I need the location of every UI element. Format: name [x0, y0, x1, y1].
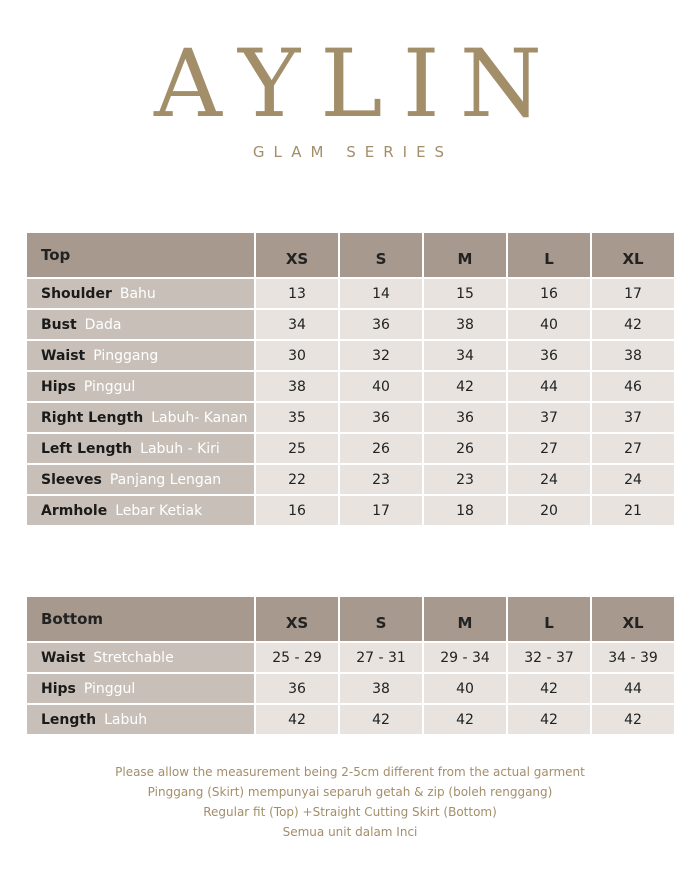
size-header: XS: [255, 232, 339, 278]
measurement-name: Hips: [41, 680, 76, 697]
measurement-value: 42: [423, 704, 507, 735]
measurement-value: 23: [423, 464, 507, 495]
bottom-header-row: [26, 596, 675, 642]
table-row: [26, 673, 675, 704]
measurement-label: [26, 433, 255, 464]
table-row: [26, 278, 675, 309]
measurement-label: [26, 704, 255, 735]
table-row: [26, 371, 675, 402]
measurement-value: 16: [507, 278, 591, 309]
size-header: L: [507, 596, 591, 642]
measurement-value: 23: [339, 464, 423, 495]
measurement-value: 36: [255, 673, 339, 704]
measurement-value: 42: [507, 704, 591, 735]
measurement-name-malay: Dada: [84, 316, 122, 333]
measurement-value: 36: [423, 402, 507, 433]
measurement-value: 38: [339, 673, 423, 704]
measurement-value: 22: [255, 464, 339, 495]
size-header: M: [423, 596, 507, 642]
measurement-value: 40: [507, 309, 591, 340]
measurement-value: 27: [591, 433, 675, 464]
size-header: XS: [255, 596, 339, 642]
table-row: [26, 433, 675, 464]
measurement-name: Length: [41, 711, 97, 728]
measurement-label: [26, 464, 255, 495]
measurement-name: Sleeves: [41, 471, 102, 488]
top-title: Top: [26, 232, 255, 278]
measurement-value: 44: [591, 673, 675, 704]
measurement-value: 38: [423, 309, 507, 340]
measurement-value: 24: [507, 464, 591, 495]
table-row: [26, 309, 675, 340]
measurement-value: 34 - 39: [591, 642, 675, 673]
measurement-label: [26, 309, 255, 340]
measurement-name-malay: Labuh: [104, 711, 148, 728]
measurement-value: 32 - 37: [507, 642, 591, 673]
size-header: XL: [591, 596, 675, 642]
measurement-label: [26, 278, 255, 309]
measurement-value: 42: [423, 371, 507, 402]
measurement-value: 38: [255, 371, 339, 402]
measurement-value: 14: [339, 278, 423, 309]
measurement-value: 15: [423, 278, 507, 309]
measurement-value: 24: [591, 464, 675, 495]
measurement-name-malay: Pinggul: [83, 680, 136, 697]
size-header: S: [339, 596, 423, 642]
size-header: L: [507, 232, 591, 278]
measurement-value: 34: [423, 340, 507, 371]
bottom-title: Bottom: [26, 596, 255, 642]
measurement-name: Waist: [41, 649, 86, 666]
measurement-value: 27 - 31: [339, 642, 423, 673]
measurement-name: Armhole: [41, 502, 108, 519]
measurement-label: [26, 340, 255, 371]
measurement-name-malay: Panjang Lengan: [109, 471, 222, 488]
measurement-name: Left Length: [41, 440, 133, 457]
top-size-table: [25, 231, 676, 527]
measurement-value: 29 - 34: [423, 642, 507, 673]
measurement-name-malay: Lebar Ketiak: [115, 502, 203, 519]
bottom-size-table: [25, 595, 676, 736]
measurement-value: 37: [507, 402, 591, 433]
note-line: Please allow the measurement being 2-5cm different from the actual garment: [115, 765, 585, 779]
measurement-value: 35: [255, 402, 339, 433]
measurement-label: [26, 642, 255, 673]
measurement-name-malay: Labuh- Kanan: [151, 409, 248, 426]
measurement-value: 13: [255, 278, 339, 309]
note-line: Pinggang (Skirt) mempunyai separuh getah & zip (boleh renggang): [147, 785, 553, 799]
measurement-value: 26: [423, 433, 507, 464]
measurement-value: 34: [255, 309, 339, 340]
measurement-label: [26, 402, 255, 433]
measurement-name-malay: Stretchable: [93, 649, 174, 666]
measurement-label: [26, 371, 255, 402]
table-row: [26, 340, 675, 371]
note-line: Semua unit dalam Inci: [282, 825, 418, 839]
table-row: [26, 402, 675, 433]
measurement-name: Waist: [41, 347, 86, 364]
series-subtitle: GLAM SERIES: [252, 143, 454, 161]
measurement-value: 25: [255, 433, 339, 464]
brand-logo: AYLIN: [154, 30, 562, 139]
measurement-value: 26: [339, 433, 423, 464]
table-row: [26, 464, 675, 495]
measurement-value: 36: [507, 340, 591, 371]
measurement-value: 20: [507, 495, 591, 526]
measurement-value: 42: [591, 704, 675, 735]
measurement-value: 42: [507, 673, 591, 704]
measurement-value: 27: [507, 433, 591, 464]
measurement-value: 42: [255, 704, 339, 735]
measurement-label: [26, 673, 255, 704]
size-notes: [0, 762, 700, 842]
measurement-name: Bust: [41, 316, 77, 333]
measurement-name-malay: Bahu: [119, 285, 156, 302]
measurement-value: 18: [423, 495, 507, 526]
measurement-value: 16: [255, 495, 339, 526]
measurement-name-malay: Pinggang: [93, 347, 159, 364]
measurement-value: 42: [591, 309, 675, 340]
size-header: S: [339, 232, 423, 278]
table-row: [26, 704, 675, 735]
measurement-value: 25 - 29: [255, 642, 339, 673]
size-header: M: [423, 232, 507, 278]
measurement-name-malay: Labuh - Kiri: [140, 440, 220, 457]
table-row: [26, 495, 675, 526]
measurement-value: 44: [507, 371, 591, 402]
measurement-value: 40: [339, 371, 423, 402]
measurement-value: 36: [339, 309, 423, 340]
measurement-value: 21: [591, 495, 675, 526]
measurement-value: 17: [591, 278, 675, 309]
top-header-row: [26, 232, 675, 278]
measurement-value: 42: [339, 704, 423, 735]
measurement-value: 17: [339, 495, 423, 526]
measurement-name: Shoulder: [41, 285, 112, 302]
size-header: XL: [591, 232, 675, 278]
measurement-label: [26, 495, 255, 526]
measurement-value: 32: [339, 340, 423, 371]
measurement-value: 38: [591, 340, 675, 371]
note-line: Regular fit (Top) +Straight Cutting Skirt (Bottom): [203, 805, 497, 819]
measurement-value: 36: [339, 402, 423, 433]
table-row: [26, 642, 675, 673]
measurement-value: 30: [255, 340, 339, 371]
measurement-value: 40: [423, 673, 507, 704]
measurement-value: 37: [591, 402, 675, 433]
measurement-name-malay: Pinggul: [83, 378, 136, 395]
measurement-value: 46: [591, 371, 675, 402]
measurement-name: Hips: [41, 378, 76, 395]
measurement-name: Right Length: [41, 409, 144, 426]
